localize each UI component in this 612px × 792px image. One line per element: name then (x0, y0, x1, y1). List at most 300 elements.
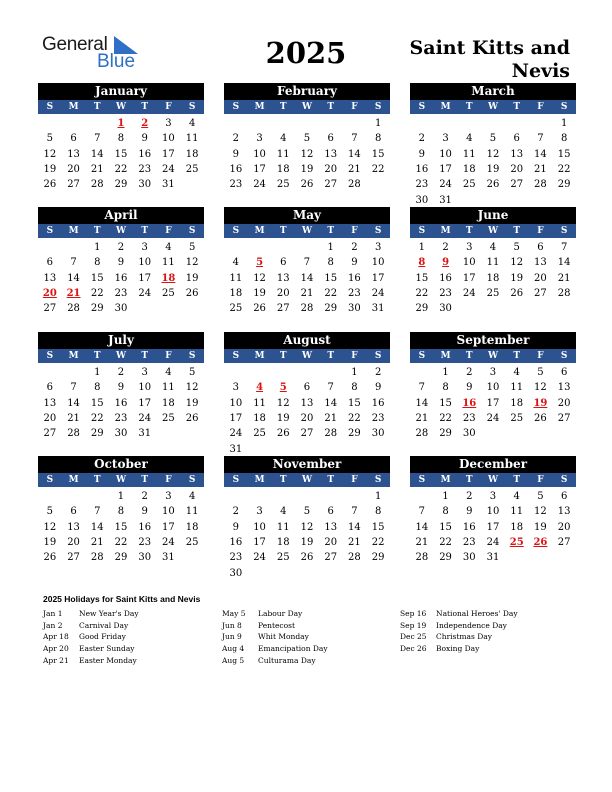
day-cell: 11 (276, 521, 290, 533)
day-cell: 5 (303, 133, 311, 145)
day-cell: 10 (253, 148, 266, 160)
day-cell: 2 (466, 491, 473, 503)
weekday-label: S (374, 102, 382, 112)
day-cell: 11 (162, 382, 175, 394)
day-cell: 22 (439, 537, 452, 549)
day-cell: 15 (90, 272, 104, 284)
day-cell: 18 (185, 521, 199, 533)
day-cell: 27 (43, 428, 57, 440)
day-grid (410, 116, 576, 208)
weekday-label: S (418, 226, 426, 236)
day-cell: 18 (510, 521, 524, 533)
day-cell: 1 (351, 367, 358, 379)
day-cell: 7 (418, 382, 426, 394)
holiday-row (222, 643, 397, 655)
day-cell: 14 (67, 397, 80, 409)
weekday-label: S (232, 102, 240, 112)
holidays-title: 2025 Holidays for Saint Kitts and Nevis (43, 594, 201, 604)
day-cell: 10 (162, 506, 175, 518)
weekday-label: F (537, 102, 544, 112)
weekday-header (410, 349, 576, 363)
weekday-label: S (232, 226, 240, 236)
day-cell: 17 (486, 397, 500, 409)
day-grid (38, 116, 204, 192)
day-cell: 14 (300, 272, 314, 284)
day-cell: 14 (534, 148, 547, 160)
weekday-label: M (254, 351, 265, 361)
weekday-label: T (465, 351, 473, 361)
calendar-year: 2025 (265, 36, 347, 70)
day-cell: 11 (229, 272, 243, 284)
day-cell: 20 (300, 413, 314, 425)
day-cell: 6 (280, 257, 287, 269)
day-cell: 21 (324, 413, 338, 425)
day-cell: 29 (324, 303, 338, 315)
day-cell: 28 (300, 303, 314, 315)
day-cell: 21 (90, 537, 104, 549)
day-cell: 30 (229, 567, 243, 579)
weekday-label: S (418, 475, 426, 485)
day-cell: 27 (557, 537, 571, 549)
day-cell: 3 (442, 133, 449, 145)
day-cell: 11 (486, 257, 500, 269)
day-cell: 25 (276, 552, 290, 564)
day-cell: 11 (510, 382, 524, 394)
day-cell: 12 (276, 397, 290, 409)
month-title: August (224, 332, 390, 349)
day-cell: 25 (510, 413, 524, 425)
day-cell: 29 (557, 179, 571, 191)
day-cell: 4 (489, 242, 497, 254)
weekday-label: S (188, 226, 196, 236)
day-cell: 9 (374, 382, 382, 394)
weekday-label: T (279, 475, 287, 485)
day-cell: 14 (324, 397, 338, 409)
weekday-label: T (513, 351, 521, 361)
day-cell: 22 (371, 537, 385, 549)
weekday-label: T (327, 226, 335, 236)
day-cell: 16 (462, 521, 476, 533)
holiday-day: 5 (279, 382, 287, 394)
day-cell: 23 (371, 413, 385, 425)
day-cell: 18 (253, 413, 266, 425)
holiday-column (222, 608, 397, 666)
day-cell: 6 (303, 382, 311, 394)
day-cell: 26 (185, 413, 199, 425)
holiday-day: 8 (418, 257, 426, 269)
day-cell: 7 (327, 382, 334, 394)
day-cell: 2 (466, 367, 473, 379)
day-cell: 30 (371, 428, 385, 440)
day-cell: 30 (462, 428, 476, 440)
holiday-date: Sep 19 (400, 620, 427, 630)
holiday-column (43, 608, 218, 666)
holiday-row (400, 631, 570, 643)
holiday-row (43, 608, 218, 620)
day-cell: 2 (141, 491, 148, 503)
holiday-row (222, 654, 397, 666)
day-cell: 6 (327, 506, 334, 518)
day-cell: 9 (141, 506, 148, 518)
day-cell: 29 (348, 428, 361, 440)
day-cell: 2 (351, 242, 358, 254)
day-cell: 15 (371, 148, 385, 160)
day-grid (224, 489, 390, 581)
day-cell: 16 (229, 164, 243, 176)
holiday-name: Independence Day (436, 620, 507, 630)
day-cell: 14 (415, 521, 429, 533)
weekday-label: M (440, 102, 451, 112)
weekday-label: S (374, 226, 382, 236)
weekday-label: W (301, 226, 313, 236)
day-cell: 22 (324, 288, 338, 300)
day-cell: 23 (114, 413, 128, 425)
month-title: September (410, 332, 576, 349)
day-cell: 25 (162, 413, 175, 425)
day-cell: 15 (439, 397, 452, 409)
day-cell: 13 (67, 521, 80, 533)
day-cell: 24 (486, 413, 500, 425)
holiday-date: Jan 1 (43, 609, 63, 619)
day-cell: 31 (138, 428, 152, 440)
day-cell: 13 (43, 397, 57, 409)
day-cell: 18 (462, 164, 476, 176)
day-cell: 13 (324, 148, 338, 160)
weekday-label: S (46, 351, 54, 361)
day-cell: 27 (534, 288, 547, 300)
day-cell: 25 (229, 303, 243, 315)
day-cell: 26 (534, 413, 547, 425)
day-cell: 10 (439, 148, 452, 160)
day-cell: 21 (557, 272, 571, 284)
day-cell: 16 (415, 164, 429, 176)
day-cell: 30 (114, 428, 128, 440)
weekday-label: F (537, 351, 544, 361)
day-cell: 29 (90, 303, 104, 315)
day-cell: 3 (489, 491, 497, 503)
day-cell: 17 (462, 272, 476, 284)
day-cell: 2 (442, 242, 449, 254)
day-cell: 28 (534, 179, 547, 191)
month-title: June (410, 207, 576, 224)
holiday-name: Boxing Day (436, 644, 480, 654)
day-cell: 20 (67, 164, 80, 176)
day-cell: 23 (439, 288, 452, 300)
weekday-label: T (279, 351, 287, 361)
day-cell: 8 (327, 257, 334, 269)
day-cell: 4 (513, 367, 520, 379)
day-cell: 28 (348, 552, 361, 564)
day-cell: 18 (510, 397, 524, 409)
day-cell: 6 (513, 133, 520, 145)
day-cell: 1 (442, 367, 449, 379)
day-cell: 22 (90, 413, 104, 425)
day-cell: 26 (253, 303, 266, 315)
weekday-label: T (327, 351, 335, 361)
day-cell: 1 (94, 367, 101, 379)
holiday-name: Labour Day (258, 609, 303, 619)
day-cell: 18 (162, 397, 175, 409)
weekday-label: S (46, 226, 54, 236)
month-july (38, 332, 204, 441)
day-cell: 25 (185, 164, 199, 176)
day-cell: 17 (162, 521, 175, 533)
day-cell: 11 (276, 148, 290, 160)
weekday-header (38, 224, 204, 238)
weekday-label: T (465, 102, 473, 112)
day-cell: 11 (185, 133, 199, 145)
day-cell: 25 (276, 179, 290, 191)
day-cell: 28 (348, 179, 361, 191)
day-grid (38, 365, 204, 441)
day-cell: 6 (327, 133, 334, 145)
day-cell: 3 (165, 118, 172, 130)
weekday-label: S (188, 475, 196, 485)
day-cell: 28 (415, 428, 429, 440)
weekday-label: W (301, 475, 313, 485)
weekday-header (410, 224, 576, 238)
day-cell: 17 (371, 272, 385, 284)
day-cell: 12 (300, 148, 314, 160)
day-cell: 21 (534, 164, 547, 176)
holiday-day: 21 (66, 288, 81, 300)
day-cell: 26 (510, 288, 524, 300)
day-cell: 21 (90, 164, 104, 176)
holiday-row (222, 631, 397, 643)
day-cell: 10 (371, 257, 385, 269)
day-cell: 9 (141, 133, 148, 145)
weekday-header (224, 473, 390, 487)
weekday-label: T (141, 475, 149, 485)
day-cell: 1 (94, 242, 101, 254)
day-cell: 23 (348, 288, 361, 300)
month-april (38, 207, 204, 316)
day-cell: 18 (276, 537, 290, 549)
weekday-label: F (351, 475, 358, 485)
weekday-label: F (165, 475, 172, 485)
day-cell: 24 (138, 413, 152, 425)
day-cell: 18 (276, 164, 290, 176)
month-december (410, 456, 576, 565)
day-cell: 8 (374, 133, 382, 145)
holiday-row (400, 608, 570, 620)
day-cell: 19 (43, 537, 57, 549)
weekday-label: F (165, 226, 172, 236)
day-cell: 2 (418, 133, 426, 145)
day-cell: 12 (534, 382, 547, 394)
weekday-label: M (254, 102, 265, 112)
day-cell: 11 (253, 397, 266, 409)
day-cell: 27 (276, 303, 290, 315)
weekday-label: T (513, 475, 521, 485)
day-cell: 15 (324, 272, 338, 284)
holiday-name: Christmas Day (436, 632, 492, 642)
day-cell: 16 (114, 397, 128, 409)
day-cell: 29 (371, 552, 385, 564)
day-cell: 3 (256, 506, 263, 518)
day-cell: 5 (46, 506, 54, 518)
weekday-label: S (232, 475, 240, 485)
holiday-date: Jan 2 (43, 620, 63, 630)
holiday-name: Emancipation Day (258, 644, 328, 654)
day-cell: 8 (374, 506, 382, 518)
holiday-day: 20 (42, 288, 57, 300)
weekday-label: W (115, 102, 127, 112)
day-cell: 8 (117, 133, 125, 145)
weekday-label: S (560, 102, 568, 112)
weekday-header (38, 473, 204, 487)
weekday-label: T (93, 475, 101, 485)
holiday-row (43, 643, 218, 655)
weekday-label: T (513, 226, 521, 236)
day-cell: 20 (324, 537, 338, 549)
day-cell: 23 (138, 164, 152, 176)
day-cell: 1 (374, 118, 382, 130)
day-cell: 4 (513, 491, 520, 503)
day-cell: 12 (185, 257, 199, 269)
weekday-label: W (487, 226, 499, 236)
day-cell: 13 (324, 521, 338, 533)
day-cell: 6 (560, 367, 568, 379)
day-cell: 13 (67, 148, 80, 160)
day-cell: 16 (138, 521, 152, 533)
day-cell: 10 (229, 397, 243, 409)
day-cell: 15 (348, 397, 361, 409)
day-cell: 13 (557, 506, 571, 518)
day-cell: 5 (303, 506, 311, 518)
month-march (410, 83, 576, 208)
weekday-label: W (115, 226, 127, 236)
holiday-name: Whit Monday (258, 632, 309, 642)
day-cell: 25 (253, 428, 266, 440)
holiday-day: 9 (442, 257, 450, 269)
day-cell: 22 (371, 164, 385, 176)
holiday-day: 1 (117, 118, 125, 130)
day-cell: 20 (276, 288, 290, 300)
day-cell: 17 (253, 164, 266, 176)
day-cell: 14 (90, 521, 104, 533)
day-cell: 27 (324, 179, 338, 191)
day-cell: 21 (67, 413, 80, 425)
holiday-row (400, 620, 570, 632)
day-cell: 7 (537, 133, 544, 145)
day-cell: 9 (418, 148, 426, 160)
day-cell: 10 (138, 382, 152, 394)
month-september (410, 332, 576, 441)
day-grid (224, 116, 390, 192)
day-cell: 14 (557, 257, 571, 269)
holiday-row (43, 620, 218, 632)
day-cell: 24 (162, 537, 175, 549)
weekday-label: T (465, 475, 473, 485)
day-cell: 27 (67, 179, 80, 191)
day-cell: 27 (43, 303, 57, 315)
day-cell: 19 (486, 164, 500, 176)
month-title: May (224, 207, 390, 224)
day-cell: 4 (232, 257, 240, 269)
day-cell: 29 (439, 552, 452, 564)
day-cell: 17 (229, 413, 243, 425)
day-cell: 4 (466, 133, 473, 145)
day-cell: 16 (371, 397, 385, 409)
weekday-label: T (513, 102, 521, 112)
weekday-label: T (93, 226, 101, 236)
day-cell: 21 (415, 413, 429, 425)
day-cell: 5 (188, 367, 196, 379)
weekday-label: T (93, 102, 101, 112)
weekday-header (38, 100, 204, 114)
day-cell: 17 (138, 397, 152, 409)
day-cell: 1 (560, 118, 568, 130)
weekday-label: S (560, 226, 568, 236)
day-cell: 6 (70, 133, 77, 145)
day-cell: 28 (67, 428, 80, 440)
day-cell: 24 (162, 164, 175, 176)
day-cell: 6 (46, 382, 54, 394)
holiday-date: Apr 18 (43, 632, 69, 642)
day-cell: 24 (253, 552, 266, 564)
holiday-name: Carnival Day (79, 620, 129, 630)
month-november (224, 456, 390, 581)
day-grid (38, 489, 204, 565)
day-cell: 7 (351, 506, 358, 518)
day-cell: 20 (534, 272, 547, 284)
day-cell: 2 (117, 242, 125, 254)
day-cell: 16 (348, 272, 361, 284)
weekday-label: T (279, 102, 287, 112)
month-june (410, 207, 576, 316)
day-cell: 5 (46, 133, 54, 145)
day-cell: 8 (442, 382, 449, 394)
weekday-label: W (301, 102, 313, 112)
weekday-label: T (465, 226, 473, 236)
day-cell: 17 (439, 164, 452, 176)
day-cell: 6 (560, 491, 568, 503)
day-cell: 10 (486, 382, 500, 394)
weekday-label: S (560, 351, 568, 361)
day-cell: 13 (510, 148, 524, 160)
day-cell: 24 (486, 537, 500, 549)
holiday-name: National Heroes' Day (436, 609, 518, 619)
day-cell: 16 (138, 148, 152, 160)
weekday-label: T (327, 102, 335, 112)
day-cell: 19 (300, 164, 314, 176)
day-cell: 4 (188, 118, 196, 130)
holiday-date: Jun 9 (222, 632, 242, 642)
day-grid (410, 489, 576, 565)
weekday-header (224, 100, 390, 114)
day-cell: 12 (185, 382, 199, 394)
day-cell: 24 (439, 179, 452, 191)
holiday-date: Aug 4 (222, 644, 245, 654)
weekday-label: F (351, 102, 358, 112)
weekday-label: T (141, 351, 149, 361)
holiday-name: Culturama Day (258, 655, 316, 665)
day-cell: 16 (114, 272, 128, 284)
day-cell: 30 (415, 194, 429, 206)
day-cell: 15 (114, 148, 128, 160)
holiday-day: 5 (256, 257, 264, 269)
month-october (38, 456, 204, 565)
weekday-label: T (327, 475, 335, 485)
day-cell: 8 (442, 506, 449, 518)
day-cell: 21 (300, 288, 314, 300)
day-cell: 7 (70, 382, 77, 394)
day-cell: 17 (486, 521, 500, 533)
day-cell: 26 (43, 552, 57, 564)
day-cell: 27 (67, 552, 80, 564)
day-cell: 8 (117, 506, 125, 518)
